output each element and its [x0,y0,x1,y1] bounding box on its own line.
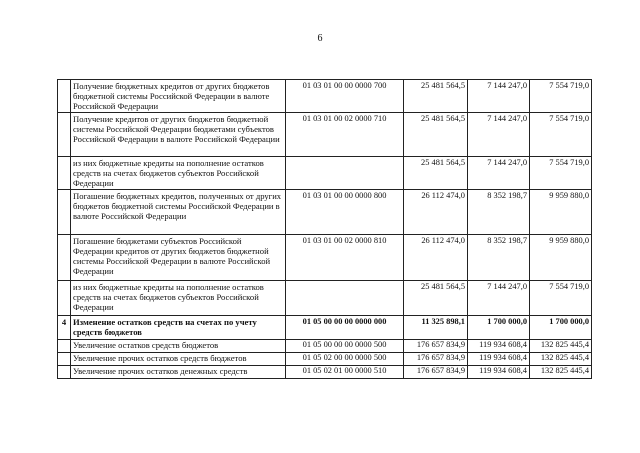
row-name: из них бюджетные кредиты на пополнение остатков средств на счетах бюджетов субъектов Российской Федерации [71,157,286,190]
table-row [58,190,592,235]
row-value-2: 1 700 000,0 [468,316,530,340]
row-value-3: 7 554 719,0 [530,157,592,190]
row-value-1: 25 481 564,5 [404,80,468,113]
table-row [58,340,592,353]
row-code: 01 03 01 00 00 0000 800 [286,190,404,235]
row-code: 01 05 00 00 00 0000 500 [286,340,404,353]
row-name: из них бюджетные кредиты на пополнение остатков средств на счетах бюджетов субъектов Российской Федерации [71,281,286,316]
table-row [58,113,592,157]
row-value-2: 7 144 247,0 [468,80,530,113]
row-value-1: 25 481 564,5 [404,113,468,157]
row-value-1: 26 112 474,0 [404,235,468,281]
row-number [58,340,71,353]
row-value-1: 25 481 564,5 [404,281,468,316]
row-name: Погашение бюджетных кредитов, полученных от других бюджетов бюджетной системы Российской Федерации в валюте Российской Федерации [71,190,286,235]
row-value-2: 119 934 608,4 [468,366,530,379]
row-name: Получение кредитов от других бюджетов бюджетной системы Российской Федерации бюджетами субъектов Российской Федерации в валюте Российской Федерации [71,113,286,157]
row-value-2: 7 144 247,0 [468,281,530,316]
row-number [58,366,71,379]
row-name: Изменение остатков средств на счетах по учету средств бюджетов [71,316,286,340]
row-code [286,281,404,316]
row-number [58,190,71,235]
row-number [58,281,71,316]
row-value-3: 1 700 000,0 [530,316,592,340]
row-value-1: 176 657 834,9 [404,340,468,353]
row-value-3: 132 825 445,4 [530,340,592,353]
row-number [58,353,71,366]
row-name: Увеличение прочих остатков денежных средств [71,366,286,379]
row-code: 01 03 01 00 02 0000 810 [286,235,404,281]
table-row [58,235,592,281]
table-row [58,353,592,366]
row-value-2: 8 352 198,7 [468,190,530,235]
row-number: 4 [58,316,71,340]
table-row [58,80,592,113]
table-row [58,366,592,379]
row-name: Получение бюджетных кредитов от других бюджетов бюджетной системы Российской Федерации в валюте Российской Федерации [71,80,286,113]
row-value-1: 26 112 474,0 [404,190,468,235]
row-code: 01 05 02 01 00 0000 510 [286,366,404,379]
row-number [58,235,71,281]
row-value-3: 7 554 719,0 [530,113,592,157]
row-number [58,157,71,190]
row-value-1: 176 657 834,9 [404,353,468,366]
row-name: Увеличение остатков средств бюджетов [71,340,286,353]
row-code: 01 05 00 00 00 0000 000 [286,316,404,340]
row-number [58,113,71,157]
page-number: 6 [317,33,323,44]
row-number [58,80,71,113]
row-name: Погашение бюджетами субъектов Российской Федерации кредитов от других бюджетов бюджетной системы Российской Федерации в валюте Российской Федерации [71,235,286,281]
table-row [58,281,592,316]
row-code [286,157,404,190]
row-code: 01 03 01 00 02 0000 710 [286,113,404,157]
row-value-2: 7 144 247,0 [468,157,530,190]
row-value-1: 25 481 564,5 [404,157,468,190]
table-row [58,157,592,190]
row-code: 01 03 01 00 00 0000 700 [286,80,404,113]
row-value-2: 7 144 247,0 [468,113,530,157]
budget-sources-table [57,79,592,379]
table-row [58,316,592,340]
row-code: 01 05 02 00 00 0000 500 [286,353,404,366]
row-value-3: 7 554 719,0 [530,281,592,316]
row-value-3: 9 959 880,0 [530,190,592,235]
row-value-3: 132 825 445,4 [530,366,592,379]
row-name: Увеличение прочих остатков средств бюджетов [71,353,286,366]
row-value-1: 11 325 898,1 [404,316,468,340]
row-value-3: 9 959 880,0 [530,235,592,281]
row-value-3: 7 554 719,0 [530,80,592,113]
row-value-2: 119 934 608,4 [468,340,530,353]
row-value-3: 132 825 445,4 [530,353,592,366]
row-value-2: 119 934 608,4 [468,353,530,366]
row-value-2: 8 352 198,7 [468,235,530,281]
row-value-1: 176 657 834,9 [404,366,468,379]
